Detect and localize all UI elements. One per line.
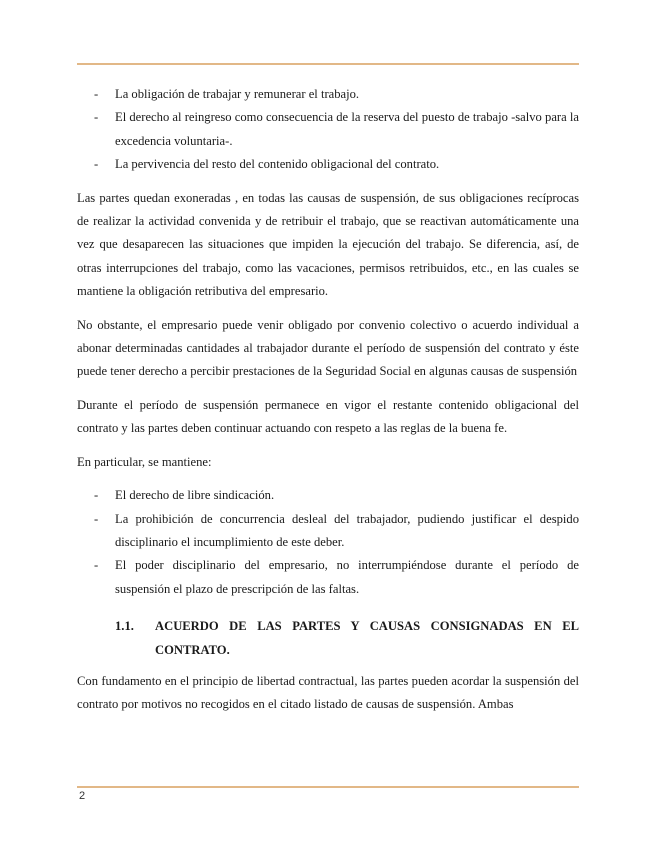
bullet-dash: - <box>94 511 99 526</box>
bullet-dash: - <box>94 87 99 101</box>
paragraph: Durante el período de suspensión permanece en vigor el restante contenido obligacional del contrato y las partes deben continuar actuando con respeto a las reglas de la buena fe. <box>77 397 579 436</box>
list-item: - El derecho de libre sindicación. <box>77 484 579 507</box>
list-item: - La prohibición de concurrencia desleal del trabajador, pudiendo justificar el despido disciplinario el incumplimiento de este deber. <box>77 508 579 555</box>
bullet-dash: - <box>94 110 99 125</box>
paragraph: No obstante, el empresario puede venir obligado por convenio colectivo o acuerdo individual a abonar determinadas cantidades al trabajador durante el período de suspensión del contrato y éste puede tener derecho a percibir prestaciones de la Seguridad Social en algunas causas de suspensión <box>77 317 579 379</box>
section-title: ACUERDO DE LAS PARTES Y CAUSAS CONSIGNADAS EN EL CONTRATO. <box>155 619 579 657</box>
list-item: - El poder disciplinario del empresario, no interrumpiéndose durante el período de suspensión el plazo de prescripción de las faltas. <box>77 554 579 601</box>
list-item: - La pervivencia del resto del contenido obligacional del contrato. <box>77 153 579 176</box>
bullet-dash: - <box>94 488 99 503</box>
list-item: - El derecho al reingreso como consecuencia de la reserva del puesto de trabajo -salvo para la excedencia voluntaria-. <box>77 106 579 153</box>
page-number: 2 <box>79 790 86 802</box>
bullet-list-maintained <box>77 484 579 601</box>
list-item: - La obligación de trabajar y remunerar el trabajo. <box>77 83 579 106</box>
header-rule <box>77 63 579 65</box>
footer-rule <box>77 786 579 788</box>
paragraph: En particular, se mantiene: <box>77 454 212 469</box>
bullet-list-obligations <box>77 83 579 177</box>
paragraph: Con fundamento en el principio de libertad contractual, las partes pueden acordar la suspensión del contrato por motivos no recogidos en el citado listado de causas de suspensión. Ambas <box>77 673 579 712</box>
paragraph: Las partes quedan exoneradas , en todas las causas de suspensión, de sus obligaciones recíprocas de realizar la actividad convenida y de retribuir el trabajo, que se reactivan automáticamente una vez que desaparecen las situaciones que impiden la ejecución del trabajo. Se diferencia, así, de otras interrupciones del trabajo, como las vacaciones, permisos retribuidos, etc., en las cuales se mantiene la obligación retributiva del empresario. <box>77 190 579 299</box>
page-body <box>77 83 579 717</box>
section-heading <box>115 615 579 662</box>
bullet-dash: - <box>94 157 99 172</box>
bullet-dash: - <box>94 558 99 573</box>
section-number: 1.1. <box>115 619 134 634</box>
